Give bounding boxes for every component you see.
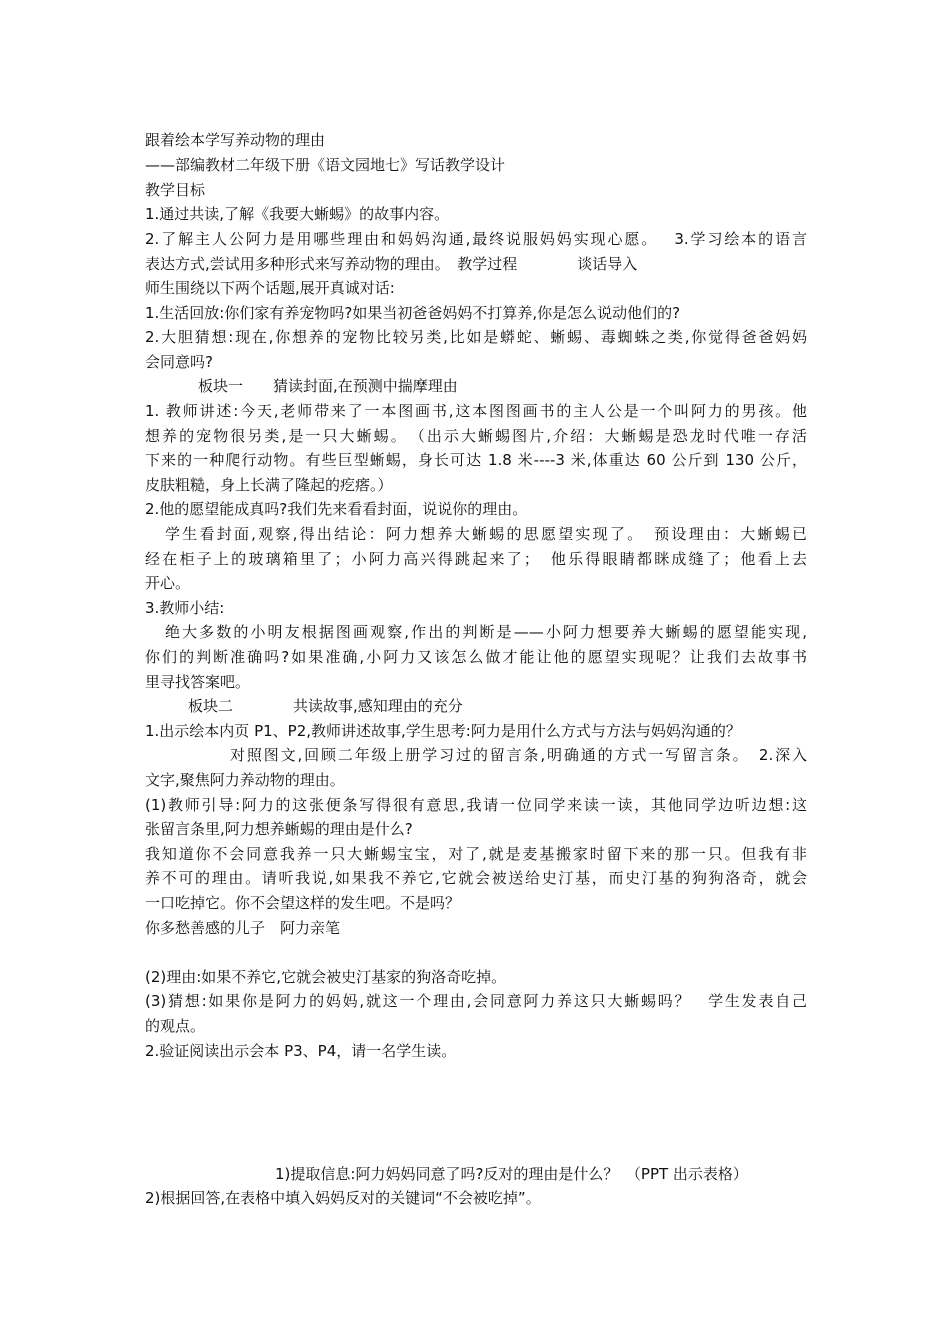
text-line: 1.通过共读,了解《我要大蜥蜴》的故事内容。 bbox=[145, 205, 450, 223]
text-line: 2.他的愿望能成真吗?我们先来看看封面，说说你的理由。 bbox=[145, 500, 528, 518]
text-line: 2)根据回答,在表格中填入妈妈反对的关键词“不会被吃掉”。 bbox=[145, 1189, 541, 1207]
text-line: 一口吃掉它。你不会望这样的发生吧。不是吗？ bbox=[145, 894, 461, 912]
text-line: 1.出示绘本内页 P1、P2,教师讲述故事,学生思考:阿力是用什么方式与方法与妈妈沟通的？ bbox=[145, 722, 741, 740]
text-line: 张留言条里,阿力想养蜥蜴的理由是什么? bbox=[145, 820, 413, 838]
text-line: 想养的宠物很另类,是一只大蜥蜴。 （出示大蜥蜴图片,介绍：大蜥蜴是恐龙时代唯一存活 bbox=[145, 427, 807, 445]
text-line: 的观点。 bbox=[145, 1017, 206, 1035]
text-line: 2.大胆猜想:现在,你想养的宠物比较另类,比如是蟒蛇、蜥蜴、毒蜘蛛之类,你觉得爸爸妈妈 bbox=[145, 328, 807, 346]
text-line: 会同意吗? bbox=[145, 353, 213, 371]
text-line: 文字,聚焦阿力养动物的理由。 bbox=[145, 771, 345, 789]
heading-teaching-goals: 教学目标 bbox=[145, 181, 206, 199]
text-line: 2.了解主人公阿力是用哪些理由和妈妈沟通,最终说服妈妈实现心愿。 3.学习绘本的语言 bbox=[145, 230, 807, 248]
text-line: 师生围绕以下两个话题,展开真诚对话: bbox=[145, 279, 395, 297]
section-heading-block-two: 板块二 共读故事,感知理由的充分 bbox=[188, 697, 463, 715]
text-line: 1)提取信息:阿力妈妈同意了吗?反对的理由是什么？ （PPT 出示表格） bbox=[275, 1165, 748, 1183]
text-line: (3)猜想:如果你是阿力的妈妈,就这一个理由,会同意阿力养这只大蜥蜴吗？ 学生发表自己 bbox=[145, 992, 807, 1010]
text-line: 开心。 bbox=[145, 574, 191, 592]
text-line: 2.验证阅读出示会本 P3、P4，请一名学生读。 bbox=[145, 1042, 457, 1060]
text-line: 经在柜子上的玻璃箱里了；小阿力高兴得跳起来了； 他乐得眼睛都眯成缝了；他看上去 bbox=[145, 550, 807, 568]
text-line: 皮肤粗糙，身上长满了隆起的疙瘩。） bbox=[145, 476, 393, 494]
text-line: 里寻找答案吧。 bbox=[145, 673, 251, 691]
section-heading-block-one: 板块一 猜读封面,在预测中揣摩理由 bbox=[198, 377, 458, 395]
text-line: 1.生活回放:你们家有养宠物吗?如果当初爸爸妈妈不打算养,你是怎么说动他们的? bbox=[145, 304, 681, 322]
text-line: 我知道你不会同意我养一只大蜥蜴宝宝，对了,就是麦基搬家时留下来的那一只。但我有非 bbox=[145, 845, 807, 863]
text-line: 下来的一种爬行动物。有些巨型蜥蜴，身长可达 1.8 米----3 米,体重达 60 公斤到 130 公斤， bbox=[145, 451, 807, 469]
text-line: (2)理由:如果不养它,它就会被史汀基家的狗洛奇吃掉。 bbox=[145, 968, 507, 986]
text-line: 养不可的理由。请听我说,如果我不养它,它就会被送给史汀基，而史汀基的狗狗洛奇，就会 bbox=[145, 869, 807, 887]
text-line: 表达方式,尝试用多种形式来写养动物的理由。 教学过程 谈话导入 bbox=[145, 255, 638, 273]
text-line: 学生看封面,观察,得出结论：阿力想养大蜥蜴的思愿望实现了。 预设理由：大蜥蜴已 bbox=[165, 525, 807, 543]
document-subtitle: ——部编教材二年级下册《语文园地七》写话教学设计 bbox=[145, 156, 506, 174]
text-line: 3.教师小结: bbox=[145, 599, 225, 617]
document-title: 跟着绘本学写养动物的理由 bbox=[145, 131, 326, 149]
text-line: 1. 教师讲述:今天,老师带来了一本图画书,这本图图画书的主人公是一个叫阿力的男孩。他 bbox=[145, 402, 807, 420]
note-signature: 你多愁善感的儿子 阿力亲笔 bbox=[145, 919, 341, 937]
text-line: 绝大多数的小明友根据图画观察,作出的判断是——小阿力想要养大蜥蜴的愿望能实现, bbox=[165, 623, 807, 641]
text-line: 你们的判断准确吗?如果准确,小阿力又该怎么做才能让他的愿望实现呢？让我们去故事书 bbox=[145, 648, 807, 666]
text-line: (1)教师引导:阿力的这张便条写得很有意思,我请一位同学来读一读，其他同学边听边想:这 bbox=[145, 796, 807, 814]
text-line: 对照图文,回顾二年级上册学习过的留言条,明确通的方式一写留言条。 2.深入 bbox=[230, 746, 807, 764]
